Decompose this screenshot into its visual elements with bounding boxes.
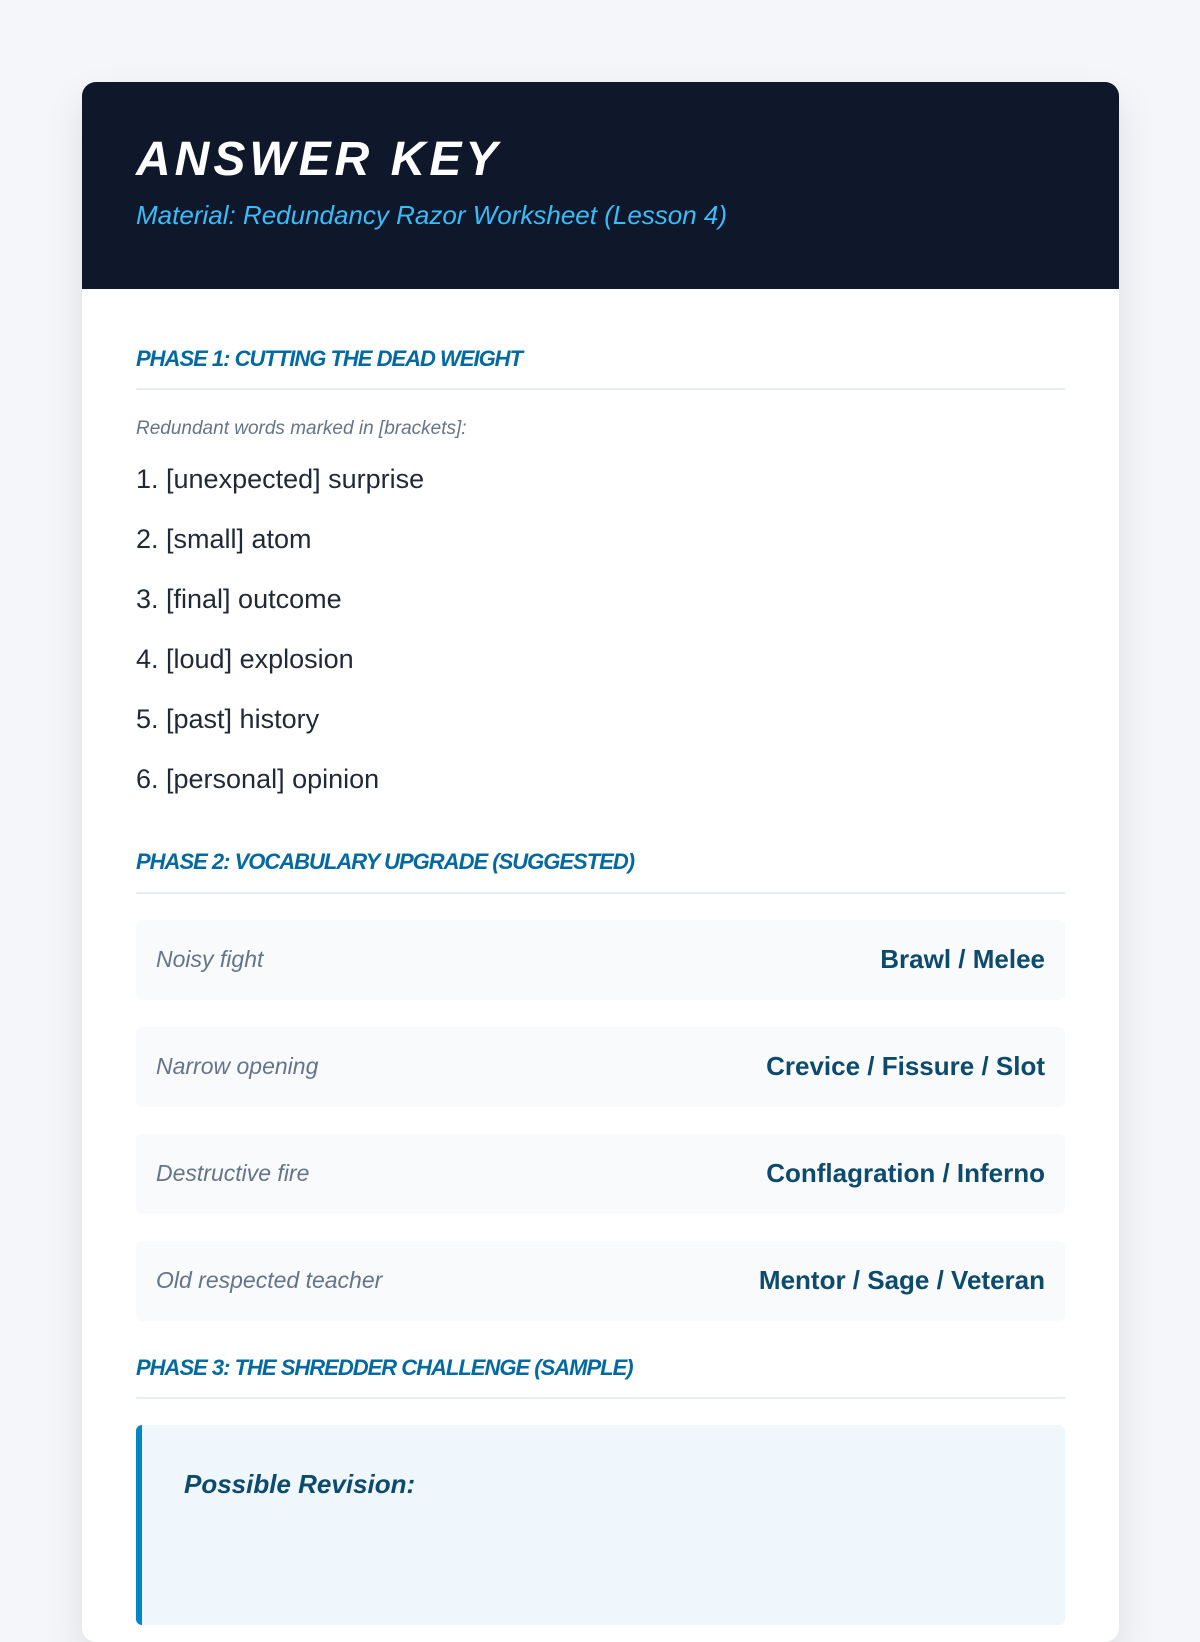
content (82, 346, 1119, 1625)
vocab-row (136, 1134, 1065, 1214)
vocab-phrase: Destructive fire (156, 1160, 310, 1187)
vocab-phrase: Narrow opening (156, 1053, 319, 1080)
answer-item: 5. [past] history (136, 704, 320, 735)
vocab-upgrade: Crevice / Fissure / Slot (766, 1051, 1045, 1082)
vocab-upgrade: Brawl / Melee (880, 944, 1045, 975)
vocab-row (136, 920, 1065, 1000)
phase2-heading: PHASE 2: VOCABULARY UPGRADE (SUGGESTED) (136, 849, 1065, 893)
vocab-upgrade: Mentor / Sage / Veteran (758, 1265, 1045, 1296)
answer-item: 2. [small] atom (136, 524, 312, 555)
vocab-upgrade: Conflagration / Inferno (766, 1158, 1045, 1189)
answer-item: 1. [unexpected] surprise (136, 464, 425, 495)
answer-item: 4. [loud] explosion (136, 644, 354, 675)
answer-key-card (82, 82, 1119, 1642)
page-title: ANSWER KEY (136, 133, 502, 186)
answer-item: 3. [final] outcome (136, 584, 342, 615)
header (82, 82, 1119, 289)
vocab-row (136, 1241, 1065, 1321)
revision-label: Possible Revision: (184, 1468, 416, 1499)
phase3-heading: PHASE 3: THE SHREDDER CHALLENGE (SAMPLE) (136, 1355, 1065, 1399)
phase1-note: Redundant words marked in [brackets]: (136, 418, 467, 440)
phase1-heading: PHASE 1: CUTTING THE DEAD WEIGHT (136, 346, 1065, 390)
answer-item: 6. [personal] opinion (136, 764, 380, 795)
phase1-answer-list (136, 463, 1065, 823)
vocab-row (136, 1027, 1065, 1107)
revision-box (136, 1425, 1065, 1625)
vocab-phrase: Old respected teacher (156, 1267, 383, 1294)
vocab-phrase: Noisy fight (156, 946, 264, 973)
vocab-list (136, 920, 1065, 1321)
material-subtitle: Material: Redundancy Razor Worksheet (Lesson 4) (136, 200, 728, 230)
